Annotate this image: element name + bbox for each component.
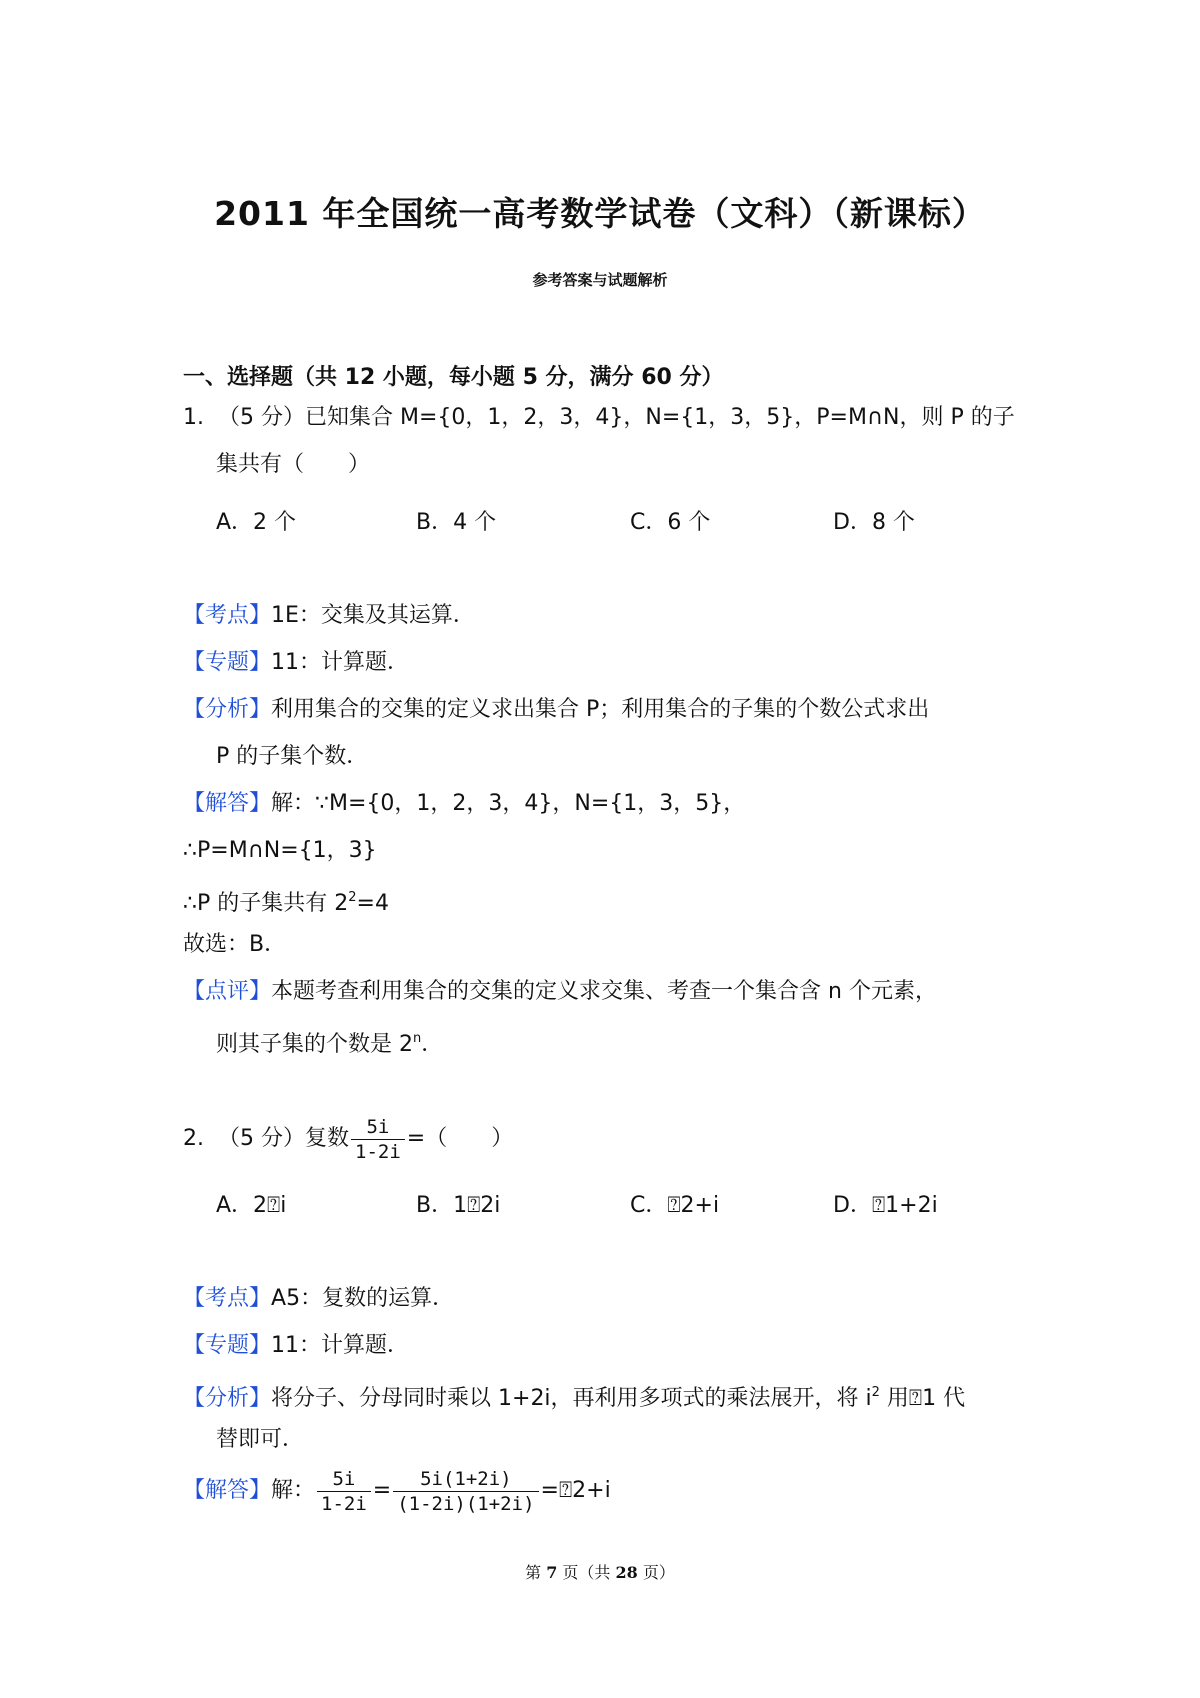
question-2-option-b: B．1⍰2i [416, 1193, 501, 1218]
q1-zhuanti: 【专题】11：计算题． [183, 650, 410, 675]
question-2-option-c: C．⍰2+i [630, 1193, 720, 1218]
question-2-stem: 2. （5 分）复数 $\frac{5i}{1-2i}$ =（ ） [183, 1115, 514, 1163]
question-1-stem-line2: 集共有（ ） [216, 452, 371, 477]
q2-zhuanti: 【专题】11：计算题． [183, 1333, 410, 1358]
q1-fenxi: 【分析】利用集合的交集的定义求出集合 P；利用集合的子集的个数公式求出 [183, 697, 930, 722]
question-1-option-a: A．2 个 [216, 510, 297, 535]
section-heading: 一、选择题（共 12 小题，每小题 5 分，满分 60 分） [183, 365, 724, 390]
question-1-option-b: B．4 个 [416, 510, 497, 535]
page-title: 2011 年全国统一高考数学试卷（文科）（新课标） [214, 194, 986, 233]
q1-answer: 故选：B． [183, 932, 287, 957]
q2-solution-fraction-1: $\frac{5i}{1-2i}$ [317, 1468, 371, 1515]
q2-fenxi-line2: 替即可． [216, 1427, 305, 1452]
dianping-tag: 【点评】 [183, 979, 272, 1004]
q1-dianping: 【点评】本题考查利用集合的交集的定义求交集、考查一个集合含 n 个元素， [183, 979, 937, 1004]
page-total: 28 [615, 1563, 638, 1582]
q1-jieda: 【解答】解：∵M={0，1，2，3，4}，N={1，3，5}， [183, 791, 746, 816]
fenxi-tag: 【分析】 [183, 697, 272, 722]
question-1-option-c: C．6 个 [630, 510, 711, 535]
jieda-tag: 【解答】 [183, 791, 272, 816]
q1-fenxi-line2: P 的子集个数． [216, 744, 369, 769]
jieda-tag: 【解答】 [183, 1478, 272, 1503]
fenxi-tag: 【分析】 [183, 1386, 272, 1411]
q2-fenxi: 【分析】将分子、分母同时乘以 1+2i，再利用多项式的乘法展开，将 $i^2$ 用⍰1 代 [183, 1385, 966, 1411]
question-1-option-d: D．8 个 [833, 510, 915, 535]
question-1-stem-line1: 1. （5 分）已知集合 M={0，1，2，3，4}，N={1，3，5}，P=M∩N，则 P 的子 [183, 405, 1015, 430]
q1-dianping-line2: 则其子集的个数是 2$^n$． [216, 1031, 444, 1057]
kaodian-tag: 【考点】 [183, 1286, 272, 1311]
zhuanti-tag: 【专题】 [183, 1333, 272, 1358]
q1-solution-line2: ∴P=M∩N={1，3} [183, 838, 377, 863]
question-2-fraction: $\frac{5i}{1-2i}$ [351, 1116, 405, 1163]
question-2-number: 2. [183, 1126, 204, 1151]
q2-kaodian: 【考点】A5：复数的运算． [183, 1286, 455, 1311]
page-footer: 第 7 页（共 28 页） [525, 1563, 675, 1582]
q2-jieda: 【解答】解： $\frac{5i}{1-2i}$ = $\frac{5i(1+2i)}{(1-2i)(1+2i)}$ =⍰2+i [183, 1467, 611, 1515]
q1-solution-line3: ∴P 的子集共有 $2^2=4$ [183, 890, 389, 916]
page-subtitle: 参考答案与试题解析 [532, 271, 668, 289]
zhuanti-tag: 【专题】 [183, 650, 272, 675]
question-2-option-d: D．⍰1+2i [833, 1193, 938, 1218]
question-1-number: 1. [183, 405, 204, 430]
q2-solution-fraction-2: $\frac{5i(1+2i)}{(1-2i)(1+2i)}$ [393, 1468, 538, 1515]
kaodian-tag: 【考点】 [183, 603, 272, 628]
page-number: 7 [546, 1563, 558, 1582]
question-2-option-a: A．2⍰i [216, 1193, 287, 1218]
q1-kaodian: 【考点】1E：交集及其运算． [183, 603, 475, 628]
